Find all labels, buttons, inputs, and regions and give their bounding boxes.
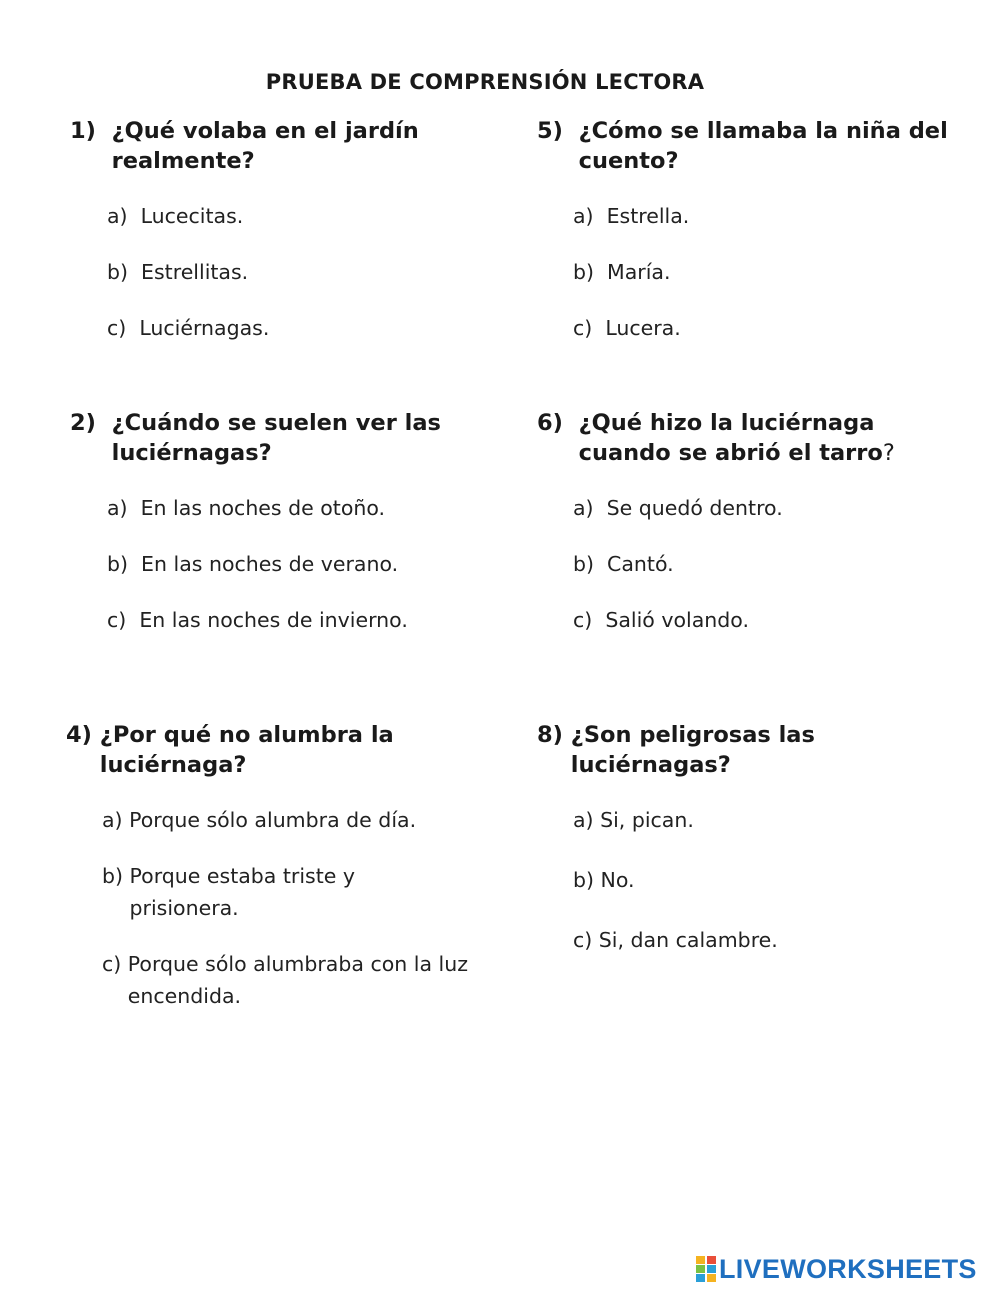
option-text: Cantó. [607,552,674,576]
option-c[interactable] [102,948,506,1012]
option-letter: a) [107,204,141,228]
option-letter: b) [573,868,601,892]
option-b[interactable] [107,548,500,580]
question-number: 1) [70,118,112,144]
option-text: Si, pican. [600,808,694,832]
option-letter: c) [573,928,599,952]
option-text: En las noches de verano. [141,552,399,576]
question-text: ¿Por qué no alumbra la luciérnaga? [99,722,394,778]
option-text: Lucecitas. [140,204,244,228]
question-text: ¿Cómo se llamaba la niña del cuento? [578,118,948,174]
option-a[interactable] [107,492,500,524]
option-letter: a) [107,496,141,520]
page-title: PRUEBA DE COMPRENSIÓN LECTORA [265,70,705,94]
option-letter: b) [102,864,130,888]
option-text: Porque sólo alumbra de día. [129,808,417,832]
option-letter: a) [573,496,607,520]
option-text: Se quedó dentro. [606,496,783,520]
option-letter: c) [107,608,140,632]
option-letter: c) [107,316,140,340]
option-b[interactable] [573,864,937,896]
option-letter: a) [573,204,607,228]
option-letter: b) [107,552,142,576]
question-6 [537,408,937,636]
question-text: ¿Son peligrosas las luciérnagas? [570,722,815,778]
question-number: 6) [537,410,579,436]
option-b[interactable] [573,548,937,580]
option-c[interactable] [573,312,967,344]
option-letter: b) [107,260,142,284]
option-a[interactable] [102,804,506,836]
option-letter: a) [573,808,601,832]
liveworksheets-logo[interactable] [696,1254,977,1284]
option-letter: c) [573,316,606,340]
option-b[interactable] [107,256,500,288]
option-text: Estrellitas. [141,260,249,284]
option-text: Salió volando. [605,608,749,632]
option-a[interactable] [107,200,500,232]
option-a[interactable] [573,200,967,232]
option-text: Si, dan calambre. [598,928,778,952]
option-text: No. [600,868,635,892]
option-text: En las noches de invierno. [139,608,408,632]
question-1 [70,116,500,344]
option-text: Porque sólo alumbraba con la luz encendida. [127,952,469,1008]
logo-text: LIVEWORKSHEETS [719,1253,977,1284]
option-text: Estrella. [606,204,690,228]
option-text: Porque estaba triste y prisionera. [129,864,356,920]
question-text: ¿Qué volaba en el jardín realmente? [111,118,419,174]
question-number: 5) [537,118,579,144]
option-letter: c) [102,952,128,976]
option-c[interactable] [573,604,937,636]
option-b[interactable] [573,256,967,288]
option-c[interactable] [107,604,500,636]
option-text: Luciérnagas. [139,316,270,340]
question-text: ¿Qué hizo la luciérnaga cuando se abrió el tarro? [578,410,895,466]
question-4 [66,720,506,1012]
question-2 [70,408,500,636]
option-letter: c) [573,608,606,632]
liveworksheets-logo-icon [696,1256,716,1282]
option-text: En las noches de otoño. [140,496,386,520]
option-c[interactable] [107,312,500,344]
question-number: 2) [70,410,112,436]
question-number: 4) [66,722,100,748]
question-text: ¿Cuándo se suelen ver las luciérnagas? [111,410,441,466]
option-letter: b) [573,552,608,576]
option-letter: a) [102,808,130,832]
option-a[interactable] [573,492,937,524]
option-letter: b) [573,260,608,284]
question-5 [537,116,967,344]
option-b[interactable] [102,860,422,924]
question-8 [537,720,937,956]
option-text: Lucera. [605,316,681,340]
option-c[interactable] [573,924,937,956]
question-number: 8) [537,722,571,748]
option-a[interactable] [573,804,937,836]
option-text: María. [607,260,671,284]
